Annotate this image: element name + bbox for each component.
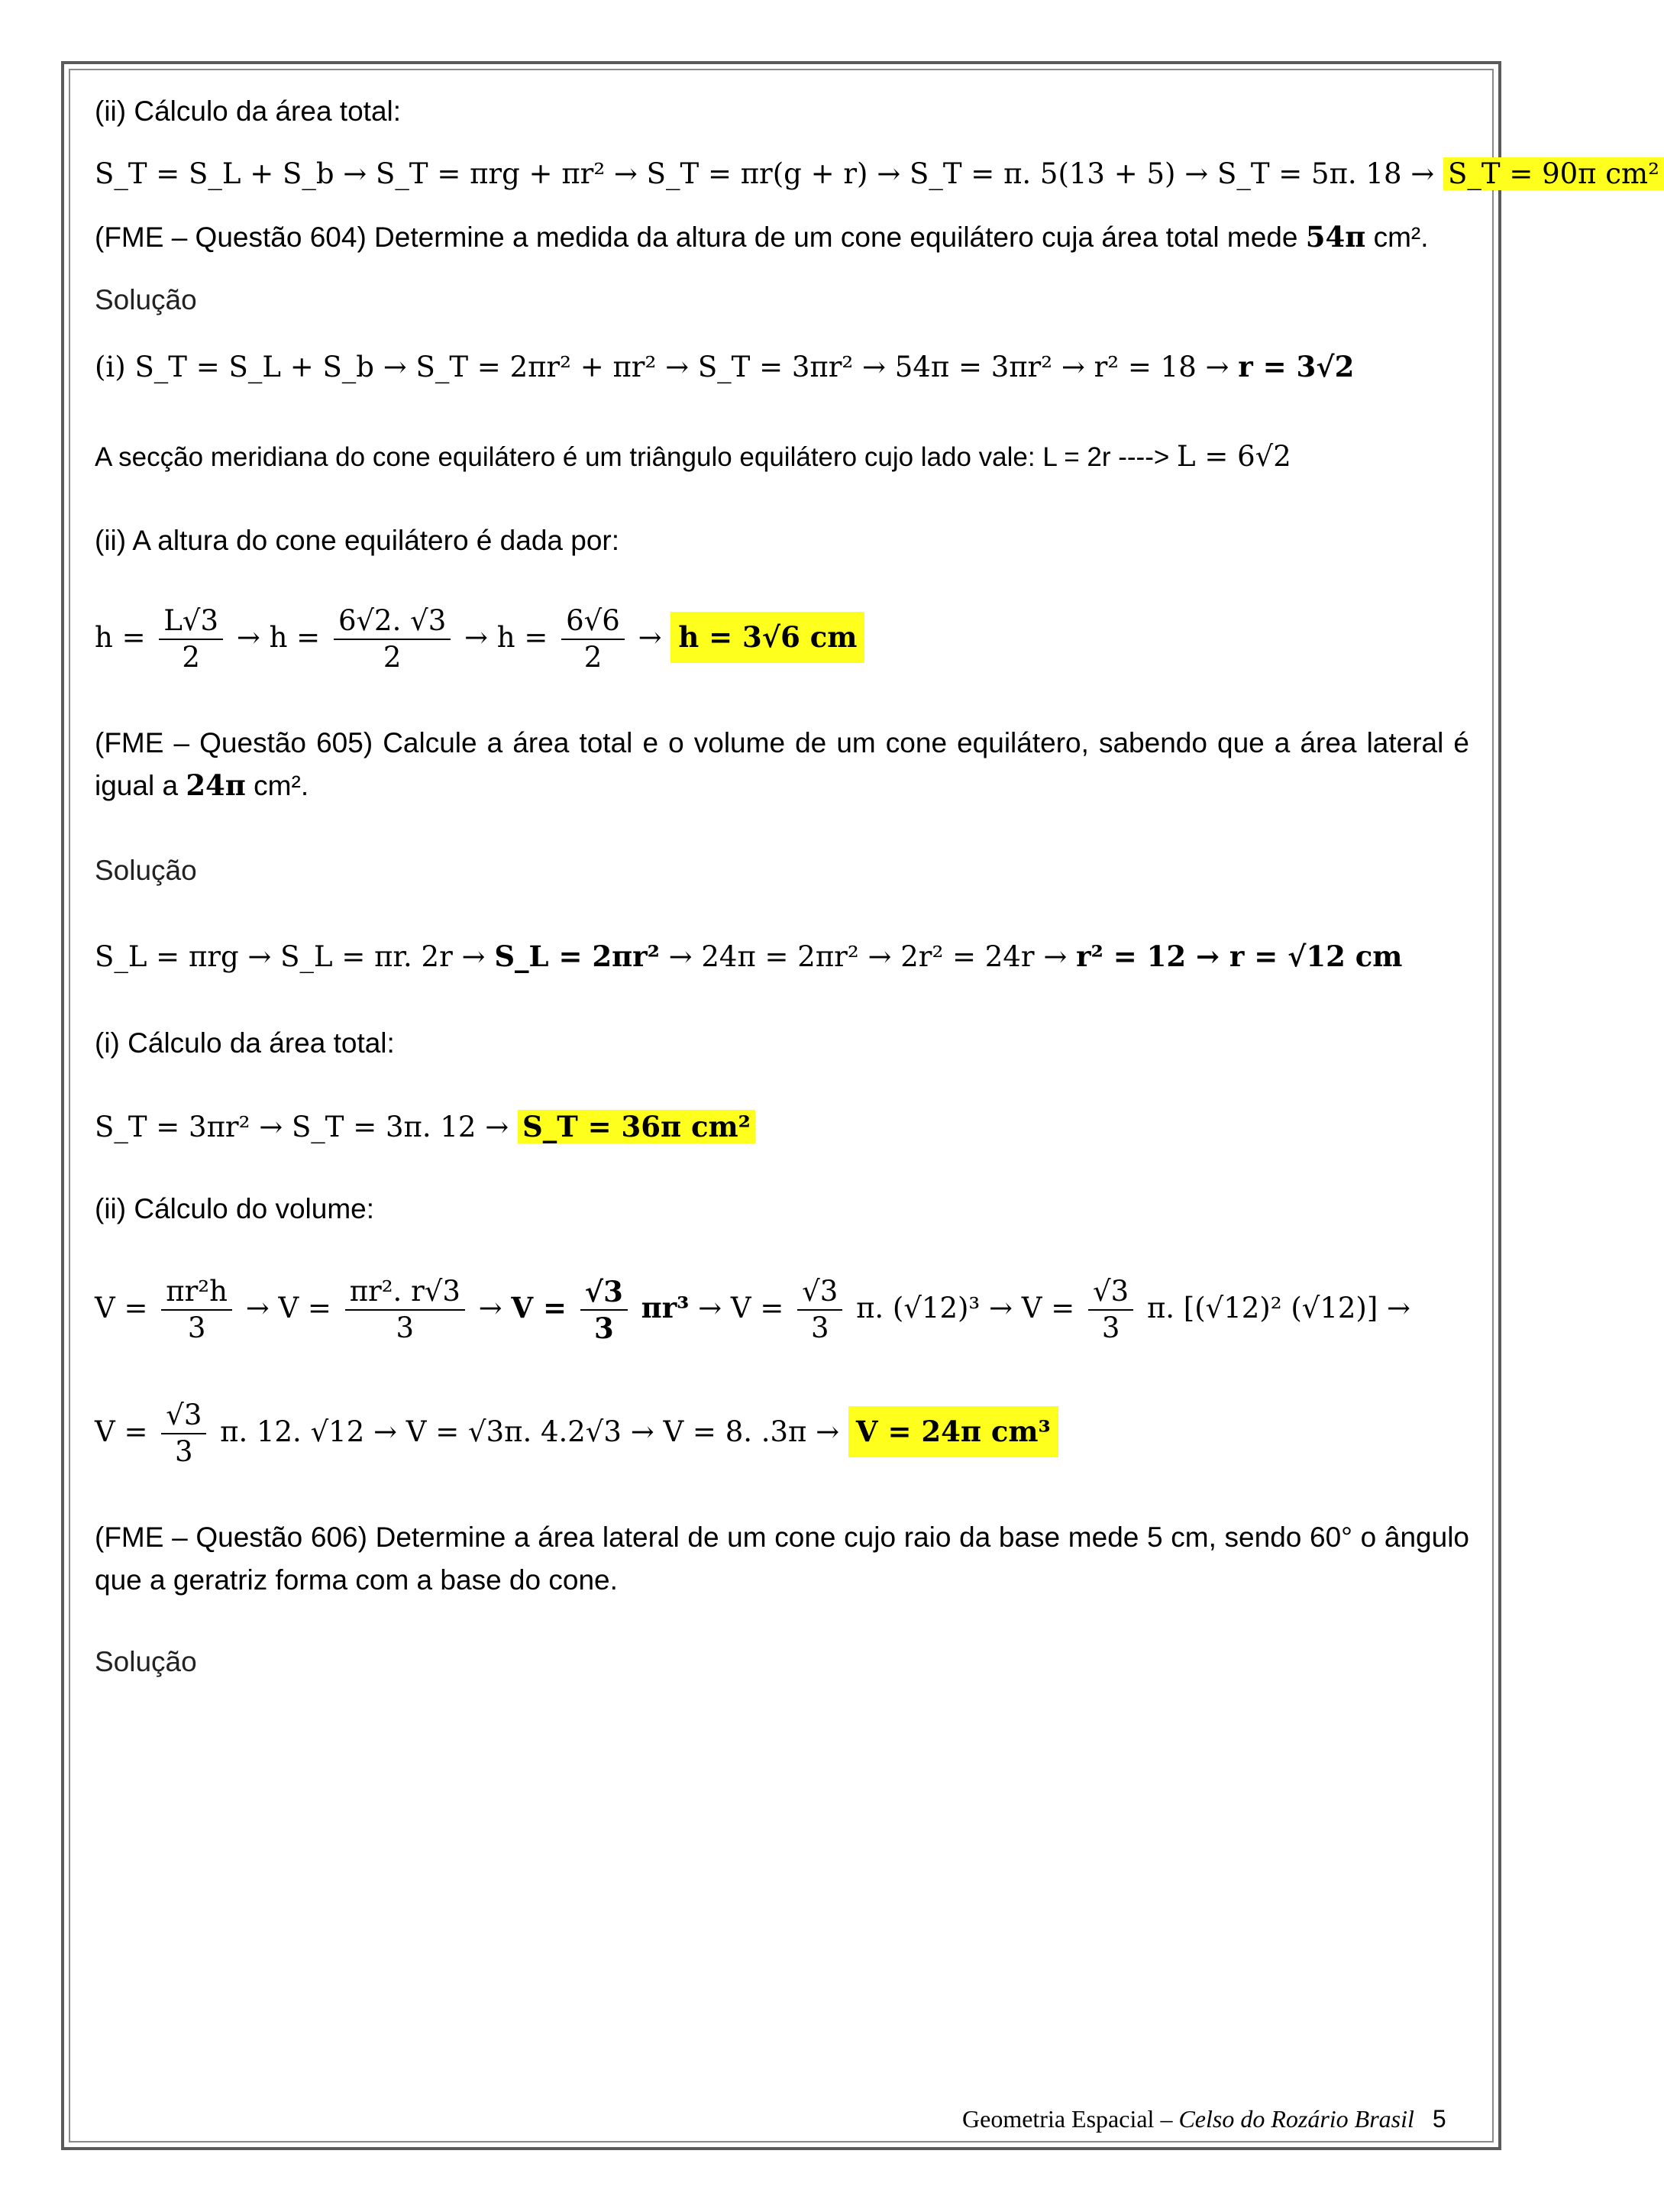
- volume-heading: (ii) Cálculo do volume:: [95, 1193, 375, 1224]
- denominator: 3: [1101, 1311, 1120, 1345]
- numerator: 6√6: [561, 603, 625, 640]
- volume-formula-line-2: [95, 1398, 1469, 1470]
- volume-formula-line-1: [95, 1274, 1469, 1347]
- formula-text: → h =: [464, 620, 548, 654]
- total-area-formula: [95, 1106, 1469, 1149]
- solution-label: Solução: [95, 284, 197, 315]
- solution-label: Solução: [95, 1646, 197, 1677]
- footer-separator: –: [1154, 2105, 1179, 2133]
- question-604: [95, 216, 1469, 259]
- denominator: 2: [383, 641, 402, 674]
- formula-text: → 24π = 2πr² → 2r² = 24r →: [668, 940, 1068, 973]
- fraction: [159, 603, 223, 676]
- fraction: [580, 1274, 628, 1347]
- formula-text: S_T = 3πr² → S_T = 3π. 12 →: [95, 1111, 509, 1143]
- height-formula: [95, 603, 1469, 676]
- formula-text: π. [(√12)² (√12)] →: [1146, 1291, 1411, 1324]
- solution-label: Solução: [95, 855, 197, 886]
- highlighted-result: S_T = 90π cm²: [1443, 157, 1664, 190]
- height-heading: (ii) A altura do cone equilátero é dada por:: [95, 525, 620, 556]
- question-value: 24π: [186, 768, 246, 802]
- formula-text: → V =: [698, 1291, 784, 1324]
- denominator: 2: [182, 641, 200, 674]
- denominator: 3: [810, 1311, 829, 1345]
- step-1-result: r = 3√2: [1238, 350, 1355, 383]
- numerator: 6√2. √3: [334, 603, 451, 640]
- numerator: πr²h: [161, 1274, 232, 1311]
- denominator: 3: [396, 1311, 415, 1345]
- meridian-value: L = 6√2: [1177, 440, 1291, 473]
- fraction: [797, 1274, 842, 1347]
- formula-text: (i) S_T = S_L + S_b → S_T = 2πr² + πr² → S_T = 3πr² → 54π = 3πr² → r² = 18 →: [95, 351, 1229, 383]
- question-606: (FME – Questão 606) Determine a área lateral de um cone cujo raio da base mede 5 cm, sendo 60° o ângulo que a geratriz forma com a base do cone.: [95, 1522, 1469, 1596]
- page-number: 5: [1432, 2105, 1446, 2133]
- formula-text: → V =: [245, 1291, 331, 1324]
- question-text: (FME – Questão 604) Determine a medida da altura de um cone equilátero cuja área total mede: [95, 222, 1306, 253]
- denominator: 3: [175, 1435, 193, 1469]
- formula-text: S_L = πrg → S_L = πr. 2r →: [95, 940, 486, 973]
- footer-author: Celso do Rozário Brasil: [1178, 2105, 1414, 2133]
- numerator: √3: [580, 1274, 628, 1311]
- formula-text: S_T = S_L + S_b → S_T = πrg + πr² → S_T = πr(g + r) → S_T = π. 5(13 + 5) → S_T = 5π. 18 →: [95, 157, 1435, 190]
- formula-bold: πr³: [641, 1290, 690, 1324]
- question-text: (FME – Questão 605) Calcule a área total e o volume de um cone equilátero, sabendo que a área lateral é igual a: [95, 727, 1469, 801]
- page-footer: [962, 2105, 1446, 2133]
- formula-bold: V =: [511, 1290, 567, 1324]
- question-unit: cm².: [1365, 222, 1429, 253]
- meridian-text: A secção meridiana do cone equilátero é um triângulo equilátero cujo lado vale: L = 2r ---->: [95, 442, 1170, 472]
- fraction: [334, 603, 451, 676]
- highlighted-result: V = 24π cm³: [848, 1406, 1058, 1458]
- highlighted-result: S_T = 36π cm²: [518, 1110, 755, 1143]
- highlighted-result: h = 3√6 cm: [670, 612, 864, 664]
- denominator: 3: [187, 1311, 206, 1345]
- numerator: πr². r√3: [345, 1274, 465, 1311]
- formula-text: →: [478, 1291, 502, 1324]
- step-1-formula: [95, 346, 1469, 389]
- formula-text: V =: [95, 1415, 148, 1448]
- fraction: [161, 1274, 232, 1347]
- formula-text: V =: [95, 1291, 148, 1324]
- denominator: 2: [583, 641, 603, 674]
- footer-title: Geometria Espacial: [962, 2105, 1155, 2133]
- meridian-section-text: [95, 435, 1469, 478]
- lateral-area-formula: [95, 936, 1469, 978]
- section-heading-total-area: (ii) Cálculo da área total:: [95, 95, 402, 127]
- numerator: √3: [161, 1398, 206, 1434]
- formula-bold: r² = 12 → r = √12 cm: [1076, 939, 1403, 973]
- total-area-heading: (i) Cálculo da área total:: [95, 1027, 395, 1059]
- formula-text: → h =: [236, 620, 321, 654]
- numerator: L√3: [159, 603, 223, 640]
- numerator: √3: [1088, 1274, 1133, 1311]
- fraction: [161, 1398, 206, 1470]
- fraction: [1088, 1274, 1133, 1347]
- fraction: [561, 603, 625, 676]
- fraction: [345, 1274, 465, 1347]
- question-unit: cm².: [245, 769, 309, 801]
- formula-text: →: [638, 620, 662, 654]
- formula-text: π. (√12)³ → V =: [856, 1291, 1075, 1324]
- numerator: √3: [797, 1274, 842, 1311]
- formula-bold: S_L = 2πr²: [494, 939, 660, 973]
- question-605: [95, 722, 1469, 807]
- formula-total-area: [95, 153, 1659, 196]
- formula-text: π. 12. √12 → V = √3π. 4.2√3 → V = 8. .3π →: [220, 1415, 840, 1448]
- denominator: 3: [593, 1311, 614, 1346]
- formula-text: h =: [95, 620, 146, 654]
- question-value: 54π: [1305, 220, 1366, 254]
